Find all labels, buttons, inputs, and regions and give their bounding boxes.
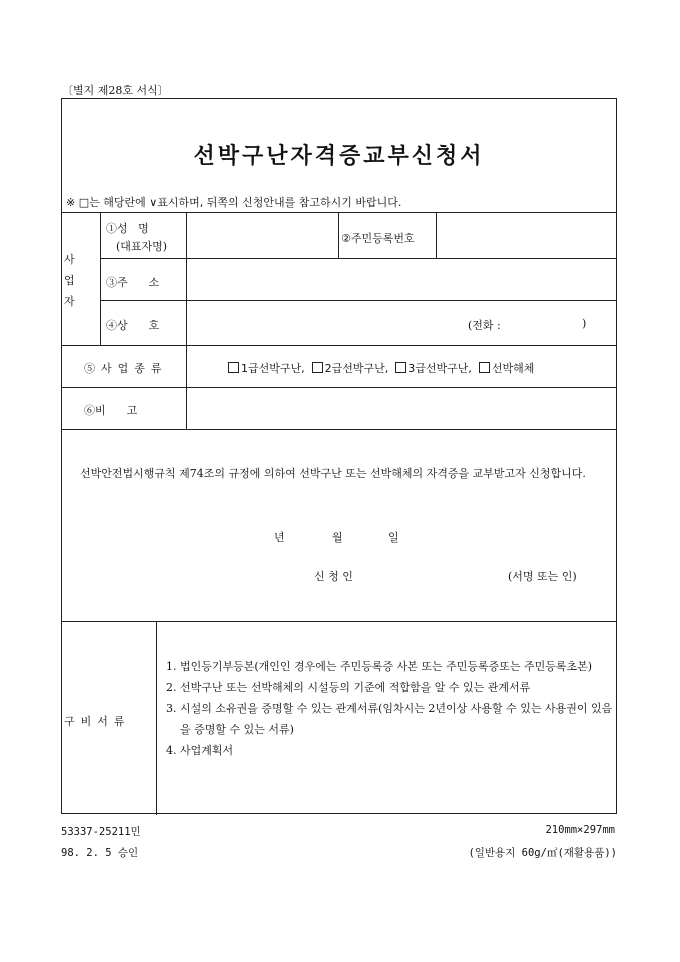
name-field[interactable]: [192, 216, 332, 254]
doc-item: 3. 시설의 소유권을 증명할 수 있는 관계서류(임차시는 2년이상 사용할 수 있는 사용권이 있음을 증명할 수 있는 서류): [166, 702, 613, 736]
business-name-field[interactable]: [192, 304, 462, 340]
name-sub-label: (대표자명): [116, 240, 168, 253]
form-title: 선박구난자격증교부신청서: [193, 143, 485, 169]
remarks-label: ⑥비 고: [84, 404, 138, 417]
application-statement: 선박안전법시행규칙 제74조의 규정에 의하여 선박구난 또는 선박해체의 자격증을 교부받고자 신청합니다.: [80, 467, 586, 480]
reg-no-label: ②주민등록번호: [341, 232, 415, 245]
option-grade1[interactable]: 1급선박구난,: [228, 362, 305, 375]
business-type-options: [228, 360, 534, 376]
instruction-notice: [66, 194, 401, 210]
required-docs-list: [166, 656, 614, 761]
form-code: 53337-25211민: [61, 826, 141, 838]
application-form: [61, 98, 617, 814]
remarks-field[interactable]: [192, 391, 612, 425]
phone-close: ): [582, 317, 587, 330]
approval-date: 98. 2. 5 승인: [61, 847, 139, 859]
option-grade2[interactable]: 2급선박구난,: [312, 362, 389, 375]
doc-item: 2. 선박구난 또는 선박해체의 시설등의 기준에 적합함을 알 수 있는 관계서류: [166, 681, 531, 694]
applicant-group-label: 사 업 자: [64, 253, 75, 308]
form-number-label: 〔별지 제28호 서식〕: [62, 84, 169, 97]
date-year-label: 년: [274, 531, 285, 544]
required-docs-label: 구비서류: [64, 715, 131, 728]
address-label: ③주 소: [106, 276, 160, 289]
checkbox-icon[interactable]: [395, 362, 406, 373]
notice-mark: ※: [66, 196, 76, 209]
option-dismantling[interactable]: 선박해체: [479, 362, 535, 375]
paper-spec: (일반용지 60g/㎡(재활용품)): [468, 847, 617, 859]
signature-label: (서명 또는 인): [508, 570, 577, 583]
doc-item: 4. 사업계획서: [166, 744, 234, 757]
business-name-label: ④상 호: [106, 319, 160, 332]
doc-item: 1. 법인등기부등본(개인인 경우에는 주민등록증 사본 또는 주민등록증또는 주민등록초본): [166, 660, 593, 673]
checkbox-icon[interactable]: [479, 362, 490, 373]
option-grade3[interactable]: 3급선박구난,: [395, 362, 472, 375]
address-field[interactable]: [192, 262, 612, 296]
paper-size: 210mm×297mm: [545, 824, 615, 836]
date-day-label: 일: [388, 531, 399, 544]
date-month-label: 월: [332, 531, 343, 544]
checkbox-icon[interactable]: [228, 362, 239, 373]
phone-label: (전화 :: [468, 319, 501, 332]
name-label: ①성 명: [106, 222, 149, 235]
reg-no-field[interactable]: [440, 216, 612, 254]
checkbox-icon[interactable]: [312, 362, 323, 373]
applicant-label: 신 청 인: [314, 570, 353, 583]
notice-text: □는 해당란에 ∨표시하며, 뒤쪽의 신청안내를 참고하시기 바랍니다.: [78, 196, 402, 209]
business-type-label: ⑤사업종류: [84, 362, 168, 375]
